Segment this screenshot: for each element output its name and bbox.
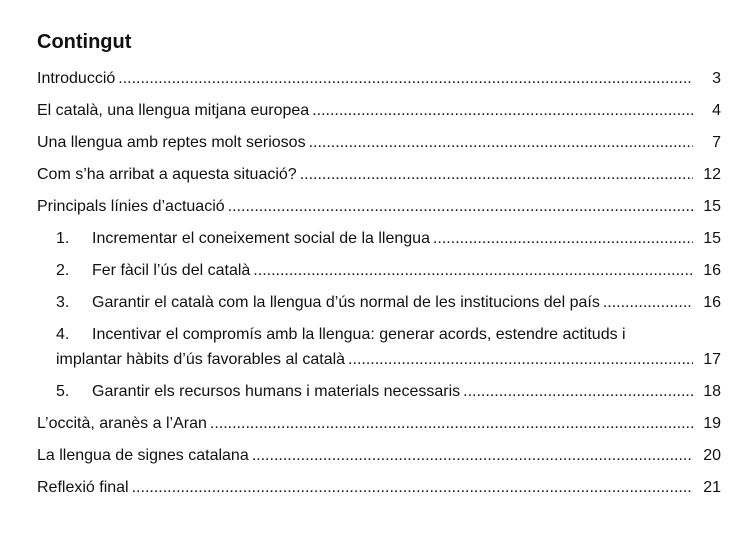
toc-entry[interactable] (37, 443, 721, 468)
toc-entry[interactable] (37, 130, 721, 155)
toc-entry-page: 16 (701, 258, 721, 283)
toc-entry-title: Garantir els recursos humans i materials necessaris (92, 383, 461, 400)
toc-entry-title: La llengua de signes catalana (37, 447, 249, 464)
toc-entry-number: 4. (56, 326, 70, 343)
toc-entry-page: 3 (710, 66, 721, 91)
toc-entry-title: Incentivar el compromís amb la llengua: generar acords, estendre actituds i (92, 326, 626, 343)
toc-entry-page: 7 (710, 130, 721, 155)
toc-entry[interactable] (37, 411, 721, 436)
toc-heading: Contingut (37, 31, 132, 53)
toc-entry[interactable] (37, 66, 721, 91)
toc-subentry[interactable] (37, 226, 721, 251)
table-of-contents (37, 66, 721, 507)
toc-entry-page: 18 (701, 379, 721, 404)
toc-subentry[interactable] (37, 258, 721, 283)
toc-entry[interactable] (37, 162, 721, 187)
toc-entry-page: 16 (701, 290, 721, 315)
toc-entry-title: Garantir el català com la llengua d’ús normal de les institucions del país (92, 294, 600, 311)
toc-entry-title: Principals línies d’actuació (37, 198, 225, 215)
toc-subentry[interactable] (37, 290, 721, 315)
toc-entry-title: Introducció (37, 70, 116, 87)
toc-entry-title-continued: implantar hàbits d’ús favorables al català (56, 351, 346, 368)
toc-entry-title: L’occità, aranès a l’Aran (37, 415, 207, 432)
toc-entry-page: 20 (701, 443, 721, 468)
toc-entry-number: 5. (56, 383, 70, 400)
toc-entry-number: 3. (56, 294, 70, 311)
toc-entry-page: 15 (701, 226, 721, 251)
toc-entry-title: Incrementar el coneixement social de la llengua (92, 230, 430, 247)
toc-entry-page: 12 (701, 162, 721, 187)
toc-subentry[interactable] (37, 322, 721, 372)
toc-entry[interactable] (37, 98, 721, 123)
toc-entry-page: 17 (701, 347, 721, 372)
toc-entry-title: Com s’ha arribat a aquesta situació? (37, 166, 297, 183)
toc-entry-page: 15 (701, 194, 721, 219)
toc-entry-page: 21 (701, 475, 721, 500)
toc-entry-number: 1. (56, 230, 70, 247)
toc-entry-title: Reflexió final (37, 479, 129, 496)
toc-subentry[interactable] (37, 379, 721, 404)
toc-entry-number: 2. (56, 262, 70, 279)
toc-entry-page: 4 (710, 98, 721, 123)
toc-entry[interactable] (37, 194, 721, 219)
toc-entry[interactable] (37, 475, 721, 500)
toc-entry-title: Una llengua amb reptes molt seriosos (37, 134, 306, 151)
toc-entry-page: 19 (701, 411, 721, 436)
toc-entry-title: Fer fàcil l’ús del català (92, 262, 251, 279)
toc-entry-title: El català, una llengua mitjana europea (37, 102, 310, 119)
